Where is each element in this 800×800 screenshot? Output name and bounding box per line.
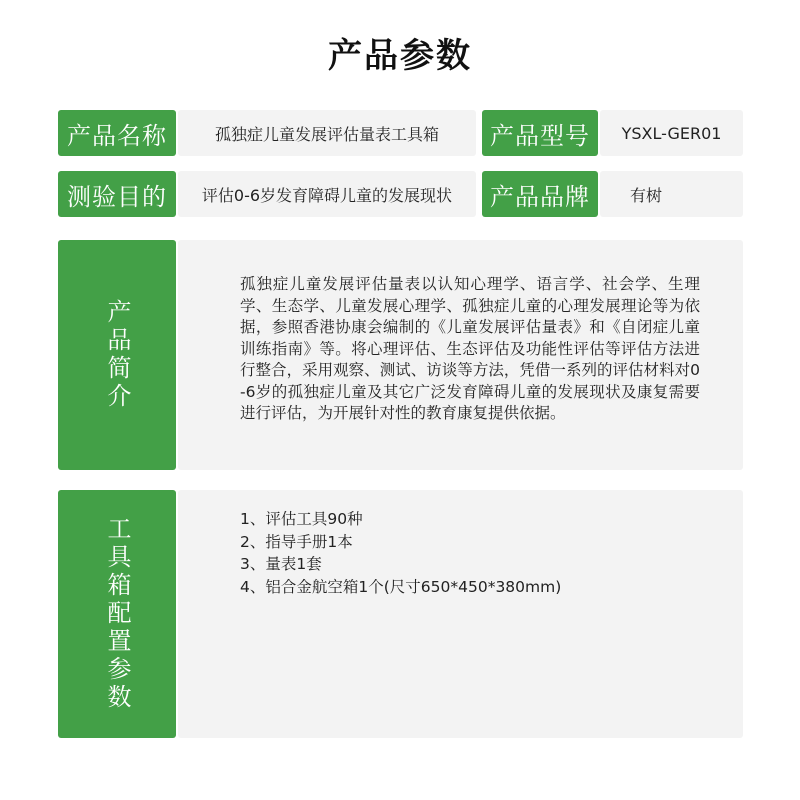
list-item: 3、量表1套 <box>240 555 322 573</box>
model-value: YSXL-GER01 <box>600 110 743 156</box>
purpose-value: 评估0-6岁发育障碍儿童的发展现状 <box>178 171 476 217</box>
intro-label-box <box>58 240 176 470</box>
product-name-value: 孤独症儿童发展评估量表工具箱 <box>178 110 476 156</box>
purpose-label: 测验目的 <box>58 171 176 217</box>
page-title: 产品参数 <box>328 36 472 76</box>
brand-label: 产品品牌 <box>482 171 598 217</box>
list-item: 2、指导手册1本 <box>240 532 353 551</box>
brand-value: 有树 <box>600 171 743 217</box>
product-name-label: 产品名称 <box>58 110 176 156</box>
config-label-box <box>58 490 176 738</box>
model-label: 产品型号 <box>482 110 598 156</box>
config-label: 工具箱配置参数 <box>103 516 131 712</box>
list-item: 1、评估工具90种 <box>240 510 363 528</box>
list-item: 4、铝合金航空箱1个(尺寸650*450*380mm) <box>240 577 562 596</box>
intro-label: 产品简介 <box>103 299 131 411</box>
config-list <box>240 508 710 598</box>
intro-text: 孤独症儿童发展评估量表以认知心理学、语言学、社会学、生理学、生态学、儿童发展心理学、孤独症儿童的心理发展理论等为依据，参照香港协康会编制的《儿童发展评估量表》和《自闭症儿童训练指南》等。将心理评估、生态评估及功能性评估等评估方法进行整合，采用观察、测试、访谈等方法，凭借一系列的评估材料对0-6岁的孤独症儿童及其它广泛发育障碍儿童的发展现状及康复需要进行评估，为开展针对性的教育康复提供依据。 <box>240 275 700 422</box>
